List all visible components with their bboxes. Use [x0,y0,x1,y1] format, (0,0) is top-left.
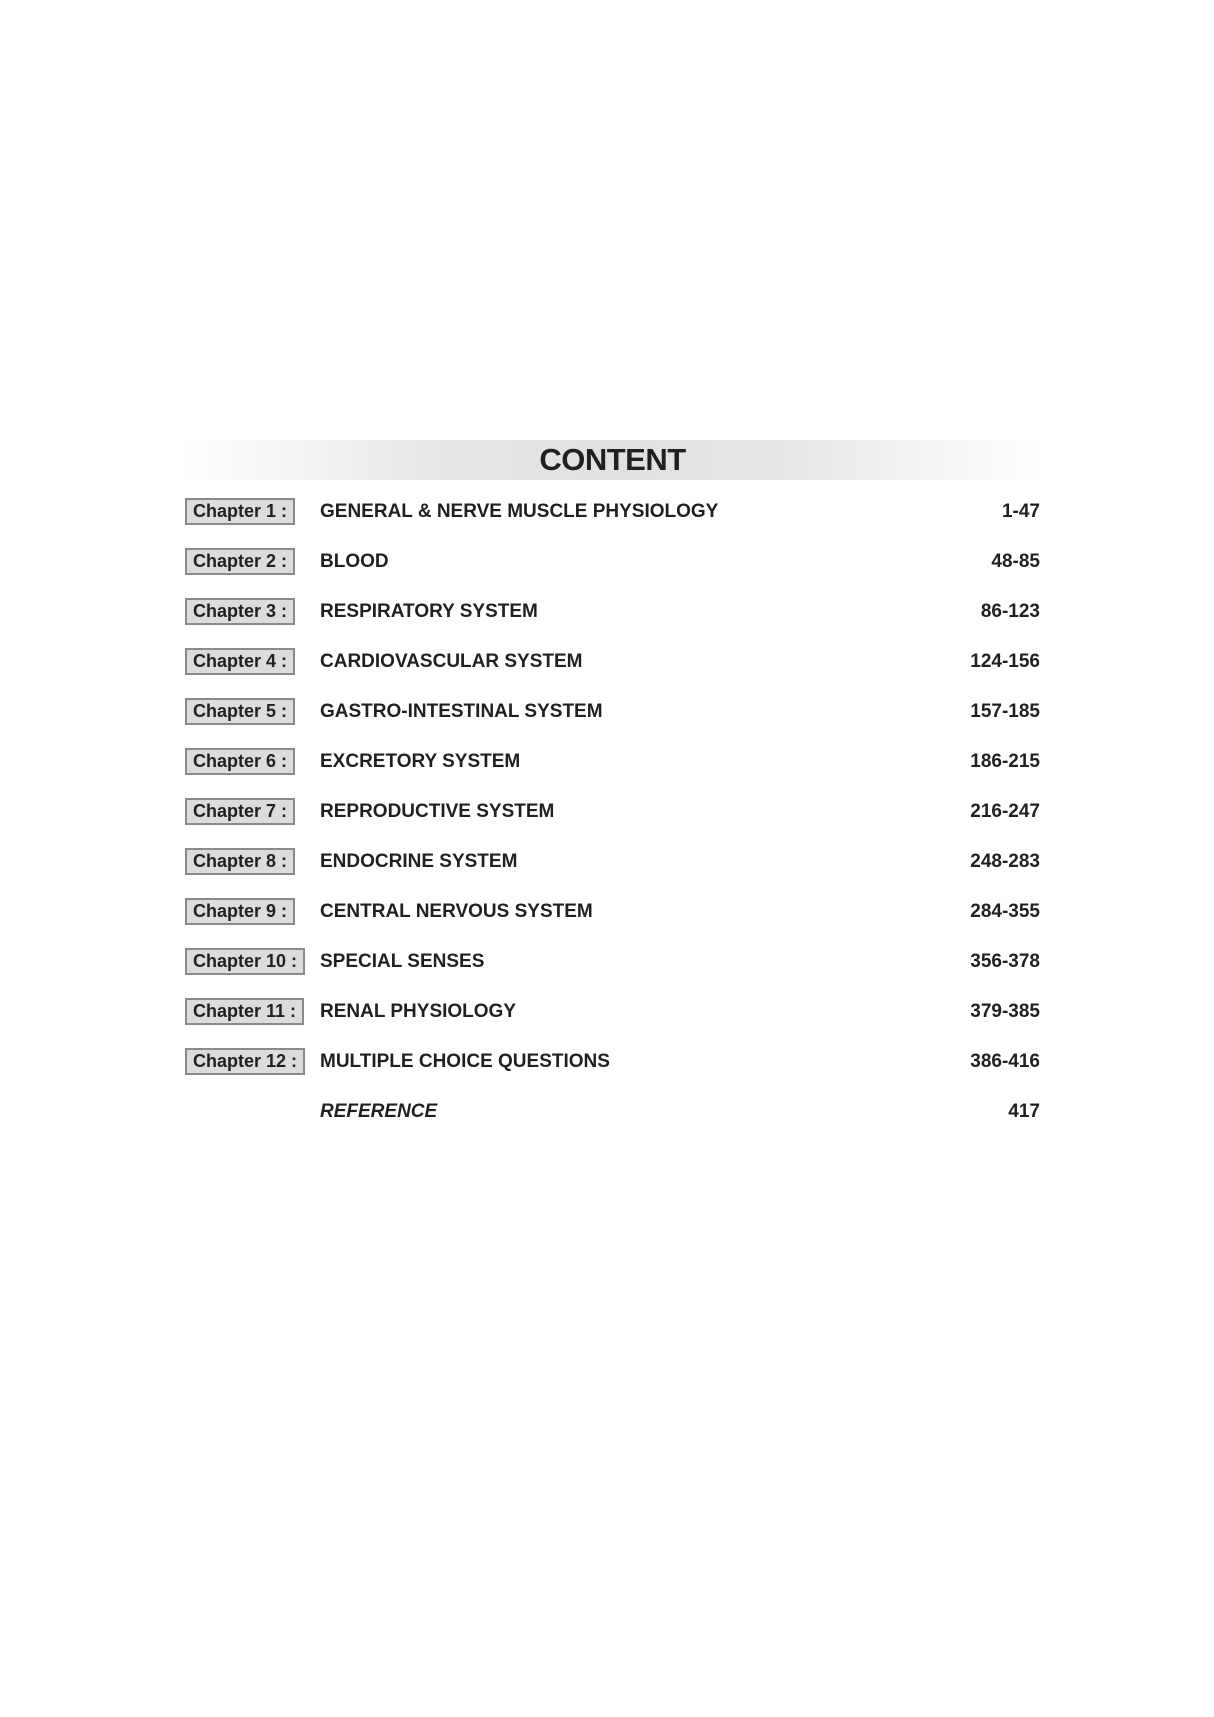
table-of-contents [185,440,1040,1142]
chapter-title: SPECIAL SENSES [320,951,485,972]
page-range: 379-385 [970,1001,1040,1022]
page-range: 386-416 [970,1051,1040,1072]
chapter-title: CENTRAL NERVOUS SYSTEM [320,901,593,922]
page-range: 1-47 [1001,501,1040,522]
page-title: CONTENT [539,442,686,477]
toc-entry-chapter-9[interactable] [185,892,1040,942]
page-range: 86-123 [980,601,1040,622]
chapter-label: Chapter 10 : [185,948,305,975]
toc-entry-chapter-11[interactable] [185,992,1040,1042]
toc-entry-chapter-4[interactable] [185,642,1040,692]
chapter-label: Chapter 5 : [185,698,295,725]
toc-entry-chapter-6[interactable] [185,742,1040,792]
chapter-title: ENDOCRINE SYSTEM [320,851,518,872]
toc-entry-chapter-7[interactable] [185,792,1040,842]
chapter-title: RESPIRATORY SYSTEM [320,601,538,622]
toc-entry-chapter-8[interactable] [185,842,1040,892]
page-range: 124-156 [970,651,1040,672]
toc-entry-reference[interactable] [185,1092,1040,1142]
chapter-label: Chapter 11 : [185,998,304,1025]
chapter-label: Chapter 4 : [185,648,295,675]
chapter-title: MULTIPLE CHOICE QUESTIONS [320,1051,610,1072]
chapter-label: Chapter 1 : [185,498,295,525]
page-range: 284-355 [970,901,1040,922]
toc-entry-chapter-3[interactable] [185,592,1040,642]
toc-entry-chapter-2[interactable] [185,542,1040,592]
page-range: 186-215 [970,751,1040,772]
reference-title: REFERENCE [320,1101,438,1122]
chapter-label: Chapter 3 : [185,598,295,625]
chapter-title: REPRODUCTIVE SYSTEM [320,801,555,822]
title-bar [185,440,1040,480]
page-range: 417 [1008,1101,1040,1122]
chapter-title: BLOOD [320,551,389,572]
page-range: 356-378 [970,951,1040,972]
chapter-title: RENAL PHYSIOLOGY [320,1001,517,1022]
chapter-label: Chapter 2 : [185,548,295,575]
chapter-label: Chapter 12 : [185,1048,305,1075]
chapter-title: GASTRO-INTESTINAL SYSTEM [320,701,603,722]
chapter-label: Chapter 7 : [185,798,295,825]
toc-entry-chapter-12[interactable] [185,1042,1040,1092]
toc-entry-chapter-1[interactable] [185,492,1040,542]
page-range: 48-85 [991,551,1040,572]
page-range: 157-185 [970,701,1040,722]
chapter-label: Chapter 6 : [185,748,295,775]
chapter-label: Chapter 9 : [185,898,295,925]
toc-entry-chapter-10[interactable] [185,942,1040,992]
toc-entry-chapter-5[interactable] [185,692,1040,742]
chapter-title: GENERAL & NERVE MUSCLE PHYSIOLOGY [320,501,719,522]
page-range: 216-247 [970,801,1040,822]
page-range: 248-283 [970,851,1040,872]
chapter-title: CARDIOVASCULAR SYSTEM [320,651,583,672]
chapter-label: Chapter 8 : [185,848,295,875]
chapter-title: EXCRETORY SYSTEM [320,751,521,772]
